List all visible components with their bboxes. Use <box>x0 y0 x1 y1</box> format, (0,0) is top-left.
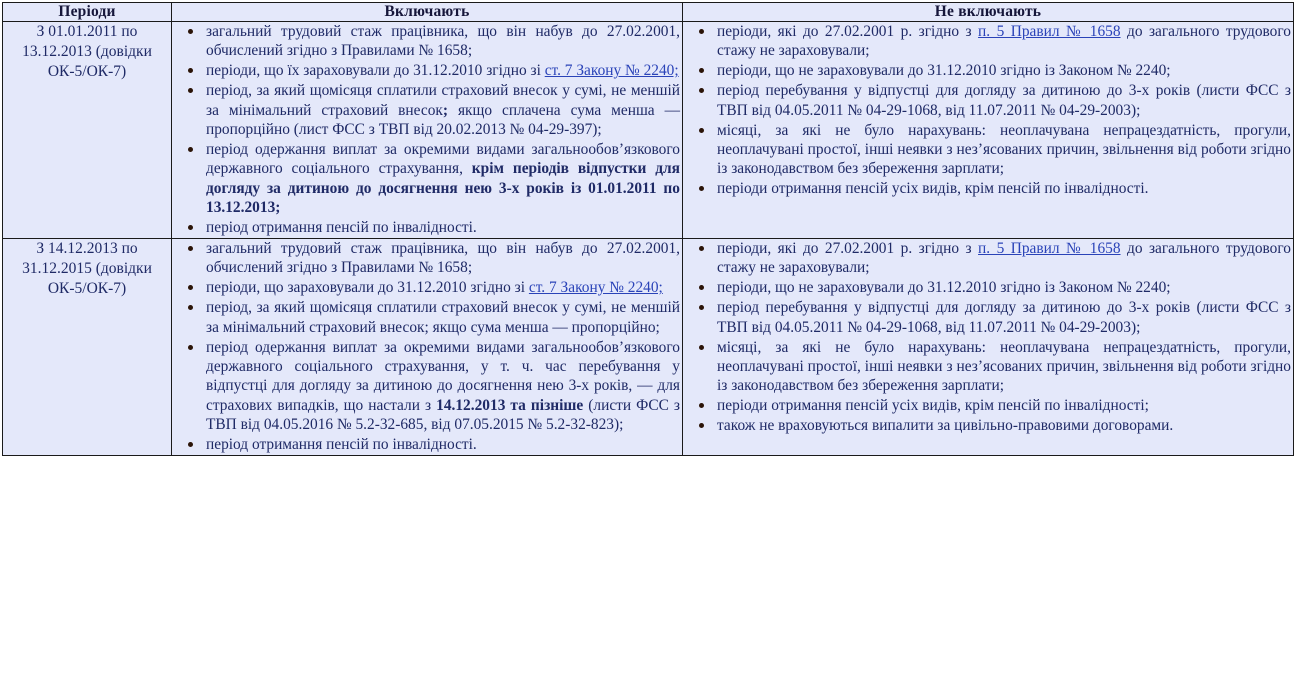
reference-link[interactable]: п. 5 Правил № 1658 <box>978 239 1121 257</box>
column-header-periods: Періоди <box>3 3 172 22</box>
list-item <box>717 179 1291 198</box>
period-range-cell: З 14.12.2013 по 31.12.2015 (довідки ОК-5/ОК-7) <box>3 238 172 455</box>
list-item <box>717 278 1291 297</box>
body-text: період одержання виплат за окремими видами загальнообов’язкового державного соціального страхування, у т. ч. час перебування у відпустці для догляду за дитиною до досягнення нею 3-х років, — для страхових випадків, що настали з <box>206 338 680 414</box>
body-text: періоди, які до 27.02.2001 р. згідно з <box>717 23 979 40</box>
table-header-row <box>3 3 1294 22</box>
reference-link[interactable]: ст. 7 Закону № 2240; <box>544 62 679 80</box>
list-item <box>206 278 680 297</box>
body-text: період отримання пенсій по інвалідності. <box>206 436 477 454</box>
excluded-periods-cell <box>683 22 1294 239</box>
column-header-exclude: Не включають <box>683 3 1294 22</box>
bullet-list-exclude <box>683 239 1293 436</box>
list-item <box>717 338 1291 396</box>
bullet-list-exclude <box>683 22 1293 199</box>
body-text: період перебування у відпустці для догляду за дитиною до 3-х років (листи ФСС з ТВП від 04.05.2011 № 04-29-1068, від 11.07.2011 № 04-29-2003); <box>717 82 1291 119</box>
list-item <box>206 22 680 61</box>
emphasis-text: крім періодів відпустки для догляду за дитиною до досягнення нею 3-х років із 01.01.2011 по 13.12.2013; <box>206 160 680 217</box>
bullet-list-include <box>172 239 682 454</box>
body-text: періоди отримання пенсій усіх видів, крім пенсій по інвалідності; <box>717 397 1149 415</box>
body-text: період отримання пенсій по інвалідності. <box>206 219 477 237</box>
body-text: періоди отримання пенсій усіх видів, крім пенсій по інвалідності. <box>717 180 1149 198</box>
period-range-cell: З 01.01.2011 по 13.12.2013 (довідки ОК-5/ОК-7) <box>3 22 172 239</box>
body-text: період, за який щомісяця сплатили страховий внесок у сумі, не меншій за мінімальний страховий внесок; якщо сума менша — пропорційно; <box>206 299 680 336</box>
body-text: до загального трудового стажу не зараховували; <box>717 23 1291 60</box>
list-item <box>717 416 1291 435</box>
included-periods-cell <box>172 238 683 455</box>
reference-link[interactable]: п. 5 Правил № 1658 <box>978 23 1121 40</box>
column-header-include: Включають <box>172 3 683 22</box>
body-text: період, за який щомісяця сплатили страховий внесок у сумі, не меншій за мінімальний страховий внесок <box>206 82 680 119</box>
list-item <box>717 298 1291 337</box>
list-item <box>717 239 1291 278</box>
body-text: періоди, що їх зараховували до 31.12.2010 згідно зі <box>206 62 545 80</box>
table-row <box>3 238 1294 455</box>
included-periods-cell <box>172 22 683 239</box>
body-text: (листи ФСС з ТВП від 04.05.2016 № 5.2-32-685, від 07.05.2015 № 5.2-32-823); <box>206 396 680 434</box>
body-text: період одержання виплат за окремими видами загальнообов’язкового державного соціального страхування, <box>206 140 680 178</box>
periods-comparison-table <box>2 2 1294 456</box>
list-item <box>206 218 680 237</box>
body-text: місяці, за які не було нарахувань: неоплачувана непрацездатність, прогули, неоплачувані простої, інші неявки з нез’ясованих причин, звільнення від роботи згідно із законодавством без збереження зарплати; <box>717 338 1291 395</box>
excluded-periods-cell <box>683 238 1294 455</box>
body-text: також не враховуються випалити за цивільно-правовими договорами. <box>717 417 1174 435</box>
list-item <box>206 239 680 278</box>
list-item <box>717 121 1291 179</box>
list-item <box>717 396 1291 415</box>
table-header <box>3 3 1294 22</box>
body-text: період перебування у відпустці для догляду за дитиною до 3-х років (листи ФСС з ТВП від 04.05.2011 № 04-29-1068, від 11.07.2011 № 04-29-2003); <box>717 299 1291 336</box>
body-text: загальний трудовий стаж працівника, що він набув до 27.02.2001, обчислений згідно з Правилами № 1658; <box>206 23 680 60</box>
list-item <box>206 81 680 139</box>
emphasis-text: ; <box>442 101 458 119</box>
list-item <box>206 298 680 337</box>
body-text: місяці, за які не було нарахувань: неоплачувана непрацездатність, прогули, неоплачувані простої, інші неявки з нез’ясованих причин, звільнення від роботи згідно із законодавством без збереження зарплати; <box>717 121 1291 178</box>
bullet-list-include <box>172 22 682 237</box>
list-item <box>717 61 1291 80</box>
list-item <box>717 22 1291 61</box>
list-item <box>206 435 680 454</box>
body-text: періоди, які до 27.02.2001 р. згідно з <box>717 239 979 257</box>
reference-link[interactable]: ст. 7 Закону № 2240; <box>528 279 663 297</box>
list-item <box>717 81 1291 120</box>
body-text: періоди, що зараховували до 31.12.2010 згідно зі <box>206 279 529 297</box>
body-text: загальний трудовий стаж працівника, що він набув до 27.02.2001, обчислений згідно з Правилами № 1658; <box>206 239 680 277</box>
body-text: якщо сплачена сума менша — пропорційно (лист ФСС з ТВП від 20.02.2013 № 04-29-397); <box>206 101 680 139</box>
list-item <box>206 140 680 218</box>
list-item <box>206 338 680 435</box>
list-item <box>206 61 680 80</box>
emphasis-text: 14.12.2013 та пізніше <box>436 396 584 414</box>
table-row <box>3 22 1294 239</box>
table-body <box>3 22 1294 456</box>
body-text: періоди, що не зараховували до 31.12.2010 згідно із Законом № 2240; <box>717 279 1171 297</box>
body-text: періоди, що не зараховували до 31.12.2010 згідно із Законом № 2240; <box>717 62 1171 80</box>
body-text: до загального трудового стажу не зараховували; <box>717 239 1291 277</box>
